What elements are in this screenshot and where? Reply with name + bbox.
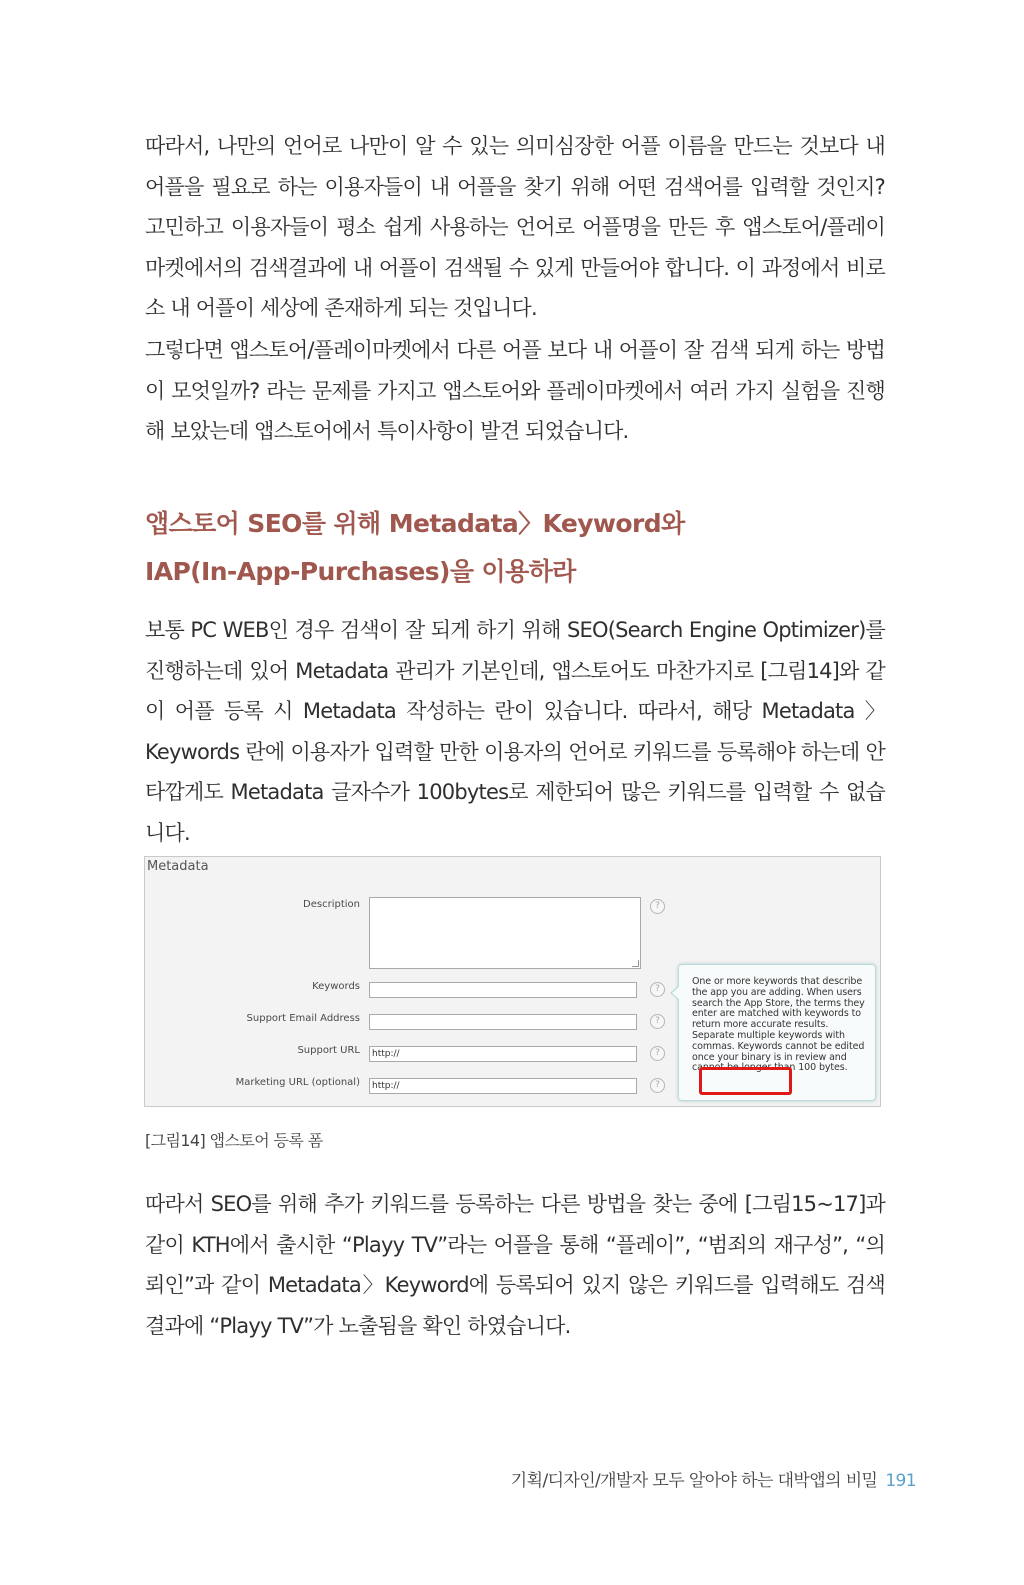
paragraph-seo: 보통 PC WEB인 경우 검색이 잘 되게 하기 위해 SEO(Search Engine Optimizer)를 진행하는데 있어 Metadata 관리가 기본인데, 앱스토어도 마찬가지로 [그림14]와 같이 어플 등록 시 Metadata 작성하는 란이 있습니다. 따라서, 해당 Metadata 〉 Keywords 란에 이용자가 입력할 만한 이용자의 언어로 키워드를 등록해야 하는데 안타깝게도 Metadata 글자수가 100bytes로 제한되어 많은 키워드를 입력할 수 없습니다. <box>145 618 885 845</box>
support-url-help-icon[interactable]: ? <box>650 1046 665 1061</box>
book-title: 기획/디자인/개발자 모두 알아야 하는 대박앱의 비밀 <box>510 1471 878 1491</box>
figure-title: Metadata <box>147 859 209 874</box>
support-email-help-icon[interactable]: ? <box>650 1014 665 1029</box>
keywords-help-icon[interactable]: ? <box>650 982 665 997</box>
marketing-url-label: Marketing URL (optional) <box>235 1077 360 1088</box>
keywords-label: Keywords <box>312 981 360 992</box>
paragraph-intro: 따라서, 나만의 언어로 나만이 알 수 있는 의미심장한 어플 이름을 만드는 것보다 내 어플을 필요로 하는 이용자들이 내 어플을 찾기 위해 어떤 검색어를 입력할 것인지? 고민하고 이용자들이 평소 쉽게 사용하는 언어로 어플명을 만든 후 앱스토어/플레이 마켓에서의 검색결과에 내 어플이 검색될 수 있게 만들어야 합니다. 이 과정에서 비로소 내 어플이 세상에 존재하게 되는 것입니다. <box>145 134 885 320</box>
tooltip-text: One or more keywords that describe the app you are adding. When users search the App Store, the terms they enter are matched with keywords to return more accurate results. Separate multiple keywords with commas. Keywords cannot be edited once your binary is in review and cannot be longer than 100 bytes. <box>692 976 865 1074</box>
support-email-label: Support Email Address <box>246 1013 360 1024</box>
byte-limit-highlight-box <box>699 1067 792 1095</box>
marketing-url-input[interactable]: http:// <box>369 1078 637 1094</box>
description-textarea[interactable] <box>369 897 641 969</box>
figure-caption: [그림14] 앱스토어 등록 폼 <box>145 1131 323 1150</box>
keywords-input[interactable] <box>369 982 637 998</box>
support-email-input[interactable] <box>369 1014 637 1030</box>
support-url-input[interactable]: http:// <box>369 1046 637 1062</box>
marketing-url-help-icon[interactable]: ? <box>650 1078 665 1093</box>
support-url-label: Support URL <box>297 1045 360 1056</box>
paragraph-playy-tv: 따라서 SEO를 위해 추가 키워드를 등록하는 다른 방법을 찾는 중에 [그림15~17]과 같이 KTH에서 출시한 “Playy TV”라는 어플을 통해 “플레이”, “범죄의 재구성”, “의뢰인”과 같이 Metadata〉Keyword에 등록되어 있지 않은 키워드를 입력해도 검색결과에 “Playy TV”가 노출됨을 확인 하였습니다. <box>145 1192 885 1338</box>
section-heading-line-2: IAP(In-App-Purchases)을 이용하라 <box>145 557 576 586</box>
description-help-icon[interactable]: ? <box>650 899 665 914</box>
page-number: 191 <box>885 1471 916 1491</box>
description-label: Description <box>303 899 360 910</box>
paragraph-question: 그렇다면 앱스토어/플레이마켓에서 다른 어플 보다 내 어플이 잘 검색 되게 하는 방법이 모엇일까? 라는 문제를 가지고 앱스토어와 플레이마켓에서 여러 가지 실험을 진행해 보았는데 앱스토어에서 특이사항이 발견 되었습니다. <box>145 338 885 443</box>
app-store-metadata-form-figure <box>144 856 881 1107</box>
section-heading-line-1: 앱스토어 SEO를 위해 Metadata〉Keyword와 <box>145 509 685 538</box>
page-footer <box>511 1466 916 1491</box>
